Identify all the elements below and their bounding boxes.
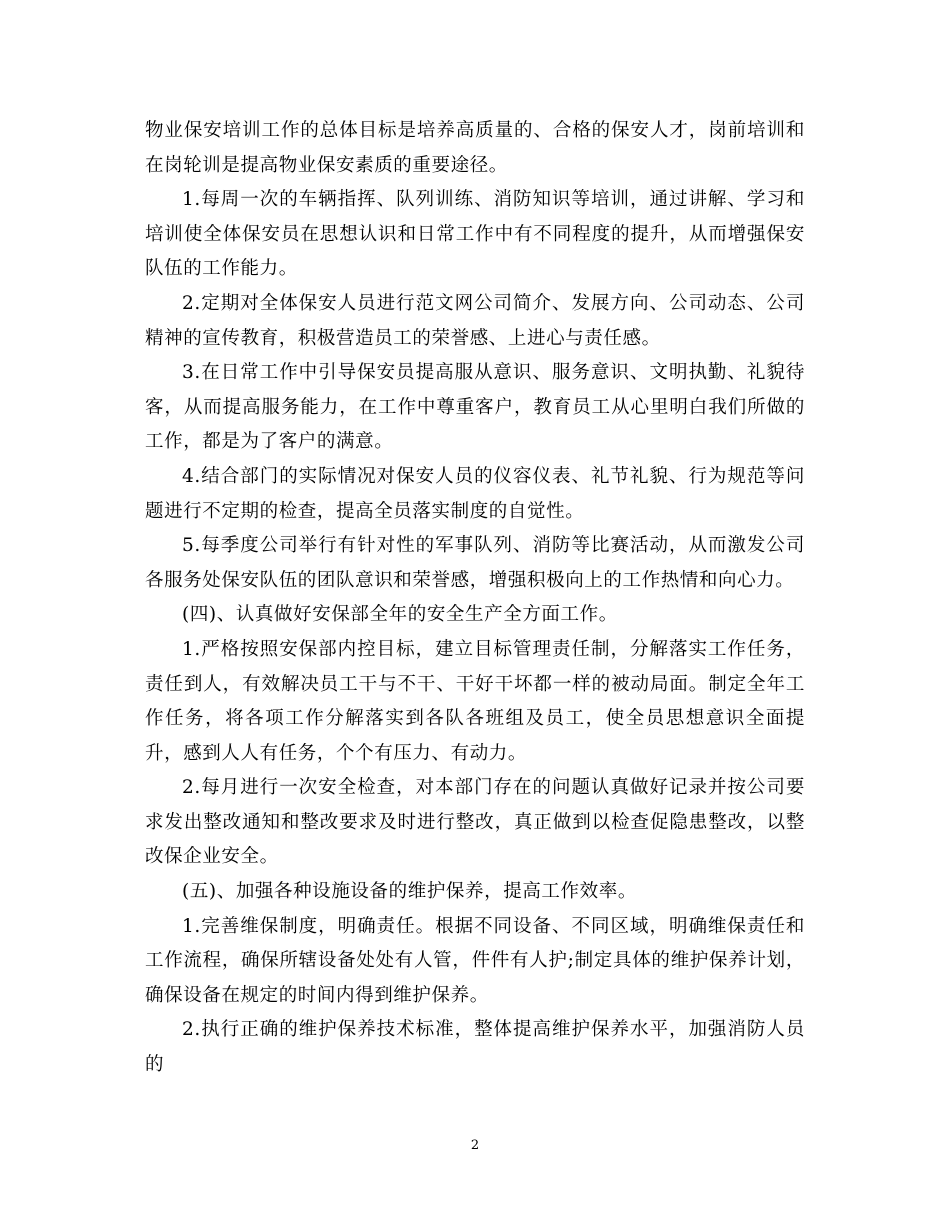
- page-number: 2: [470, 1138, 480, 1153]
- paragraph-intro: 物业保安培训工作的总体目标是培养高质量的、合格的保安人才，岗前培训和在岗轮训是提高物业保安素质的重要途径。: [145, 120, 805, 176]
- paragraph-item-4: 4.结合部门的实际情况对保安人员的仪容仪表、礼节礼貌、行为规范等问题进行不定期的检查，提高全员落实制度的自觉性。: [145, 465, 805, 522]
- paragraph-item-5: 5.每季度公司举行有针对性的军事队列、消防等比赛活动，从而激发公司各服务处保安队伍的团队意识和荣誉感，增强积极向上的工作热情和向心力。: [145, 535, 805, 591]
- paragraph-item-1: 1.每周一次的车辆指挥、队列训练、消防知识等培训，通过讲解、学习和培训使全体保安员在思想认识和日常工作中有不同程度的提升，从而增强保安队伍的工作能力。: [145, 189, 805, 280]
- paragraph-item-2: 2.定期对全体保安人员进行范文网公司简介、发展方向、公司动态、公司精神的宣传教育，积极营造员工的荣誉感、上进心与责任感。: [145, 292, 805, 349]
- body-text: [145, 114, 805, 1083]
- section-heading-5: (五)、加强各种设施设备的维护保养，提高工作效率。: [182, 881, 637, 903]
- paragraph-section5-item-2: 2.执行正确的维护保养技术标准，整体提高维护保养水平，加强消防人员的: [145, 1019, 805, 1076]
- paragraph-section5-item-1: 1.完善维保制度，明确责任。根据不同设备、不同区域，明确维保责任和工作流程，确保所辖设备处处有人管，件件有人护;制定具体的维护保养计划，确保设备在规定的时间内得到维护保养。: [145, 915, 805, 1006]
- paragraph-section4-item-1: 1.严格按照安保部内控目标，建立目标管理责任制，分解落实工作任务，责任到人，有效解决员工干与不干、干好干坏都一样的被动局面。制定全年工作任务，将各项工作分解落实到各队各班组及员工，使全员思想意识全面提升，感到人人有任务，个个有压力、有动力。: [145, 638, 805, 764]
- paragraph-item-3: 3.在日常工作中引导保安员提高服从意识、服务意识、文明执勤、礼貌待客，从而提高服务能力，在工作中尊重客户，教育员工从心里明白我们所做的工作，都是为了客户的满意。: [145, 362, 805, 453]
- section-heading-4: (四)、认真做好安保部全年的安全生产全方面工作。: [182, 604, 618, 626]
- paragraph-section4-item-2: 2.每月进行一次安全检查，对本部门存在的问题认真做好记录并按公司要求发出整改通知和整改要求及时进行整改，真正做到以检查促隐患整改，以整改保企业安全。: [145, 777, 805, 868]
